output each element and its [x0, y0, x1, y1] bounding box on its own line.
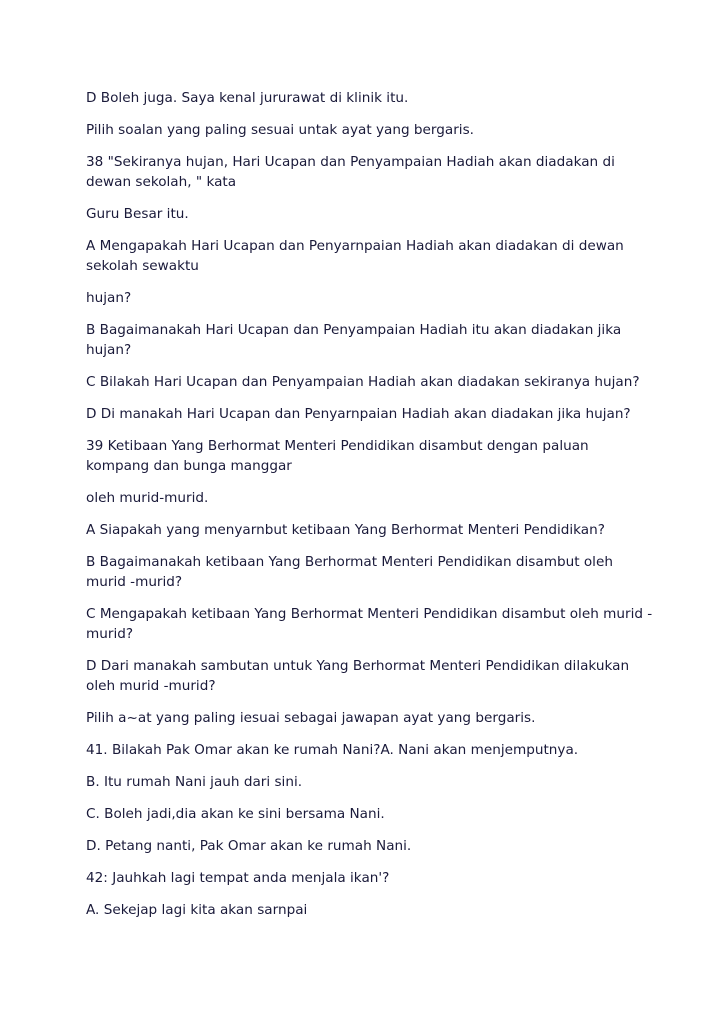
paragraph-option-39a: A Siapakah yang menyarnbut ketibaan Yang Berhormat Menteri Pendidikan?	[86, 522, 605, 538]
paragraph-question-38-cont: Guru Besar itu.	[86, 206, 189, 222]
paragraph-question-39: 39 Ketibaan Yang Berhormat Menteri Pendidikan disambut dengan paluan kompang dan bunga manggar	[86, 438, 589, 474]
paragraph-question-41: 41. Bilakah Pak Omar akan ke rumah Nani?A. Nani akan menjemputnya.	[86, 742, 579, 758]
paragraph-option-38a: A Mengapakah Hari Ucapan dan Penyarnpaian Hadiah akan diadakan di dewan sekolah sewaktu	[86, 238, 624, 274]
paragraph-option-39c: C Mengapakah ketibaan Yang Berhormat Menteri Pendidikan disambut oleh murid -murid?	[86, 606, 653, 642]
paragraph-question-39-cont: oleh murid-murid.	[86, 490, 209, 506]
paragraph-option-38a-cont: hujan?	[86, 290, 132, 306]
paragraph-option-38c: C Bilakah Hari Ucapan dan Penyampaian Hadiah akan diadakan sekiranya hujan?	[86, 374, 640, 390]
paragraph-option-39d: D Dari manakah sambutan untuk Yang Berhormat Menteri Pendidikan dilakukan oleh murid -murid?	[86, 658, 630, 694]
paragraph-option-42a: A. Sekejap lagi kita akan sarnpai	[86, 902, 308, 918]
paragraph-question-42: 42: Jauhkah lagi tempat anda menjala ikan'?	[86, 870, 390, 886]
paragraph-option-41b: B. Itu rumah Nani jauh dari sini.	[86, 774, 303, 790]
paragraph-option-41d: D. Petang nanti, Pak Omar akan ke rumah Nani.	[86, 838, 412, 854]
paragraph-answer-d-nurse: D Boleh juga. Saya kenal jururawat di klinik itu.	[86, 90, 409, 106]
paragraph-option-41c: C. Boleh jadi,dia akan ke sini bersama Nani.	[86, 806, 385, 822]
document-body	[86, 88, 656, 932]
paragraph-instruction-answer: Pilih a~at yang paling iesuai sebagai jawapan ayat yang bergaris.	[86, 710, 536, 726]
paragraph-option-38d: D Di manakah Hari Ucapan dan Penyarnpaian Hadiah akan diadakan jika hujan?	[86, 406, 631, 422]
paragraph-instruction-question: Pilih soalan yang paling sesuai untak ayat yang bergaris.	[86, 122, 474, 138]
paragraph-option-38b: B Bagaimanakah Hari Ucapan dan Penyampaian Hadiah itu akan diadakan jika hujan?	[86, 322, 622, 358]
paragraph-question-38: 38 "Sekiranya hujan, Hari Ucapan dan Penyampaian Hadiah akan diadakan di dewan sekolah, " kata	[86, 154, 615, 190]
paragraph-option-39b: B Bagaimanakah ketibaan Yang Berhormat Menteri Pendidikan disambut oleh murid -murid?	[86, 554, 613, 590]
